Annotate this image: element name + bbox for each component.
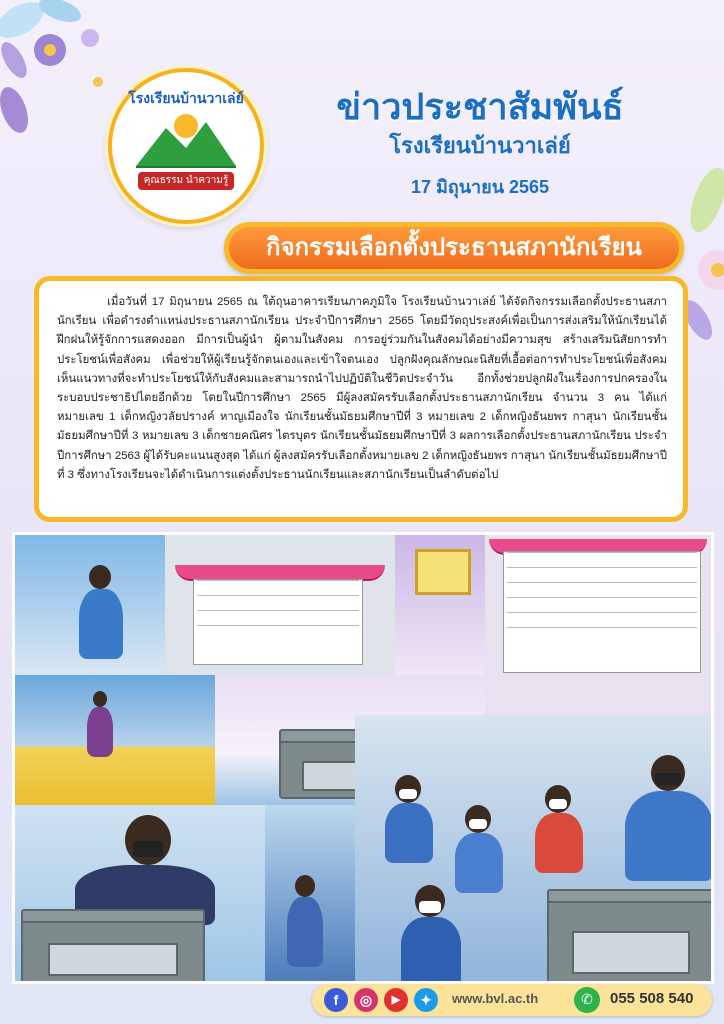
phone-icon: ✆ xyxy=(574,987,600,1013)
photo-collage xyxy=(12,532,714,984)
page-title: ข่าวประชาสัมพันธ์ xyxy=(336,86,624,127)
article-body: เมื่อวันที่ 17 มิถุนายน 2565 ณ ใต้ถุนอาคารเรียนภาคภูมิใจ โรงเรียนบ้านวาเล่ย์ ได้จัดกิจกรรมเลือกตั้งประธานสภานักเรียน เพื่อดำรงตำแหน่งประธานสภานักเรียน ประจำปีการศึกษา 2565 โดยมีวัตถุประสงค์เพื่อเป็นการส่งเสริมให้นักเรียนได้ฝึกฝนให้รู้จักการแสดงออก มีการเป็นผู้นำ ผู้ตามในสังคม การอยู่ร่วมกันในสังคมได้อย่างมีความสุข สร้างเสริมนิสัยการทำประโยชน์เพื่อสังคม เพื่อช่วยให้ผู้เรียนรู้จักตนเองและเข้าใจตนเอง ปลูกฝังคุณลักษณะนิสัยที่เอื้อต่อการทำประโยชน์เพื่อสังคม เห็นแนวทางที่จะทำประโยชน์ให้กับสังคมและสามารถนำไปปฏิบัติในชีวิตประจำวัน อีกทั้งช่วยปลูกฝังในเรื่องการปกครองในระบอบประชาธิปไตยอีกด้วย โดยในปีการศึกษา 2565 มีผู้ลงสมัครรับเลือกตั้งประธานสภานักเรียน จำนวน 3 คน ได้แก่ หมายเลข 1 เด็กหญิงวลัยปรางค์ หาญเมืองใจ นักเรียนชั้นมัธยมศึกษาปีที่ 3 หมายเลข 2 เด็กหญิงธันยพร กาสุนา นักเรียนชั้นมัธยมศึกษาปีที่ 3 หมายเลข 3 เด็กชายคณิศร ไตรบุตร นักเรียนชั้นมัธยมศึกษาปีที่ 3 ผลการเลือกตั้งประธานสภานักเรียน ประจำปีการศึกษา 2563 ผู้ได้รับคะแนนสูงสุด ได้แก่ ผู้ลงสมัครรับเลือกตั้งหมายเลข 2 เด็กหญิงธันยพร กาสุนา นักเรียนชั้นมัธยมศึกษาปีที่ 3 ซึ่งทางโรงเรียนจะได้ดำเนินการแต่งตั้งประธานนักเรียนและสภานักเรียนเป็นลำดับต่อไป xyxy=(57,296,667,481)
phone-number[interactable]: 055 508 540 xyxy=(610,990,694,1007)
website-link[interactable]: www.bvl.ac.th xyxy=(452,991,539,1006)
twitter-icon[interactable]: ✦ xyxy=(414,988,438,1012)
mountain-emblem-icon xyxy=(136,108,236,168)
photo-teacher-board xyxy=(15,535,185,675)
school-name: โรงเรียนบ้านวาเล่ย์ xyxy=(389,133,571,158)
school-logo xyxy=(108,68,264,224)
activity-banner xyxy=(224,222,684,274)
article-box xyxy=(34,276,688,522)
photo-candidate xyxy=(395,535,485,675)
flower-decoration-icon xyxy=(0,0,130,140)
logo-motto: คุณธรรม นำความรู้ xyxy=(138,172,234,190)
youtube-icon[interactable]: ▶ xyxy=(384,988,408,1012)
photo-tally-board-2 xyxy=(485,535,711,715)
facebook-icon[interactable]: f xyxy=(324,988,348,1012)
photo-students-queue xyxy=(265,805,355,984)
photo-students-crowd xyxy=(355,715,714,984)
instagram-icon[interactable]: ◎ xyxy=(354,988,378,1012)
photo-tally-board-1 xyxy=(165,535,395,675)
contact-footer xyxy=(312,984,712,1016)
logo-school-name: โรงเรียนบ้านวาเล่ย์ xyxy=(128,90,244,106)
activity-title: กิจกรรมเลือกตั้งประธานสภานักเรียน xyxy=(229,227,679,269)
photo-polling-station xyxy=(15,675,215,805)
news-date: 17 มิถุนายน 2565 xyxy=(410,177,550,197)
photo-student-voting xyxy=(15,805,265,984)
